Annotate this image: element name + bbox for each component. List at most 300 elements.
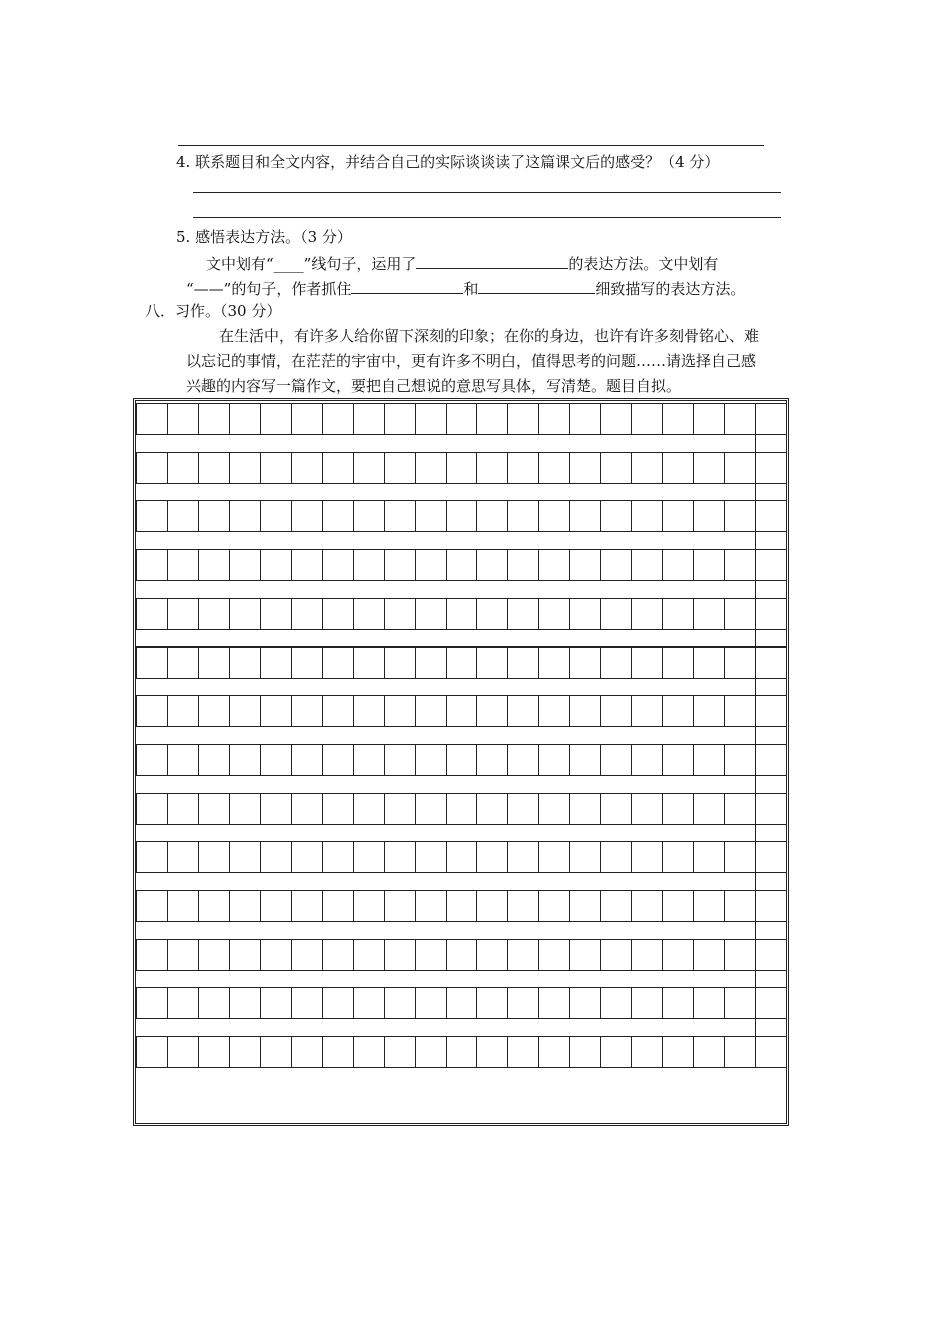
grid-cell[interactable] [322, 793, 354, 825]
grid-cell[interactable] [446, 987, 478, 1019]
grid-cell[interactable] [693, 403, 725, 435]
grid-cell[interactable] [538, 403, 570, 435]
grid-cell[interactable] [507, 890, 539, 922]
grid-cell[interactable] [476, 1036, 508, 1068]
grid-cell[interactable] [569, 500, 601, 532]
grid-cell[interactable] [476, 744, 508, 776]
grid-cell[interactable] [353, 841, 385, 873]
grid-cell[interactable] [322, 647, 354, 679]
grid-cell[interactable] [476, 793, 508, 825]
grid-cell[interactable] [415, 647, 447, 679]
grid-cell[interactable] [724, 841, 756, 873]
grid-cell[interactable] [260, 403, 292, 435]
grid-cell[interactable] [631, 987, 663, 1019]
grid-cell[interactable] [476, 647, 508, 679]
grid-cell[interactable] [476, 598, 508, 630]
grid-cell[interactable] [446, 500, 478, 532]
grid-cell[interactable] [600, 500, 632, 532]
grid-cell[interactable] [724, 890, 756, 922]
grid-cell[interactable] [322, 452, 354, 484]
grid-cell[interactable] [569, 549, 601, 581]
grid-cell[interactable] [476, 500, 508, 532]
grid-cell[interactable] [229, 1036, 261, 1068]
grid-cell[interactable] [136, 695, 168, 727]
grid-cell[interactable] [507, 987, 539, 1019]
grid-cell[interactable] [662, 1036, 694, 1068]
grid-cell[interactable] [476, 403, 508, 435]
grid-cell[interactable] [415, 452, 447, 484]
grid-cell[interactable] [198, 549, 230, 581]
grid-cell[interactable] [167, 598, 199, 630]
grid-cell[interactable] [631, 403, 663, 435]
grid-cell[interactable] [198, 841, 230, 873]
grid-cell[interactable] [693, 500, 725, 532]
grid-cell[interactable] [446, 452, 478, 484]
grid-cell[interactable] [384, 695, 416, 727]
grid-cell[interactable] [415, 549, 447, 581]
grid-cell[interactable] [662, 890, 694, 922]
grid-cell[interactable] [631, 647, 663, 679]
grid-cell[interactable] [600, 744, 632, 776]
grid-cell[interactable] [384, 647, 416, 679]
grid-cell[interactable] [662, 744, 694, 776]
grid-cell[interactable] [538, 695, 570, 727]
grid-cell[interactable] [322, 890, 354, 922]
grid-cell[interactable] [600, 1036, 632, 1068]
grid-cell[interactable] [136, 793, 168, 825]
grid-cell[interactable] [600, 403, 632, 435]
grid-cell[interactable] [198, 403, 230, 435]
grid-cell[interactable] [631, 1036, 663, 1068]
grid-cell[interactable] [755, 890, 787, 922]
grid-cell[interactable] [755, 403, 787, 435]
grid-cell[interactable] [476, 987, 508, 1019]
grid-cell[interactable] [167, 695, 199, 727]
grid-cell[interactable] [415, 793, 447, 825]
grid-cell[interactable] [198, 744, 230, 776]
grid-cell[interactable] [507, 1036, 539, 1068]
grid-cell[interactable] [291, 403, 323, 435]
grid-cell[interactable] [384, 500, 416, 532]
grid-cell[interactable] [600, 987, 632, 1019]
grid-cell[interactable] [446, 939, 478, 971]
grid-cell[interactable] [755, 598, 787, 630]
grid-cell[interactable] [693, 744, 725, 776]
grid-cell[interactable] [260, 647, 292, 679]
grid-cell[interactable] [167, 452, 199, 484]
grid-cell[interactable] [229, 452, 261, 484]
grid-cell[interactable] [600, 549, 632, 581]
grid-cell[interactable] [631, 695, 663, 727]
grid-cell[interactable] [631, 793, 663, 825]
grid-cell[interactable] [538, 987, 570, 1019]
grid-cell[interactable] [167, 744, 199, 776]
grid-cell[interactable] [384, 793, 416, 825]
grid-cell[interactable] [291, 939, 323, 971]
grid-cell[interactable] [755, 939, 787, 971]
grid-cell[interactable] [724, 403, 756, 435]
grid-cell[interactable] [291, 841, 323, 873]
grid-cell[interactable] [693, 549, 725, 581]
grid-cell[interactable] [755, 500, 787, 532]
grid-cell[interactable] [724, 500, 756, 532]
grid-cell[interactable] [260, 939, 292, 971]
grid-cell[interactable] [631, 500, 663, 532]
grid-cell[interactable] [662, 647, 694, 679]
grid-cell[interactable] [229, 500, 261, 532]
grid-cell[interactable] [446, 549, 478, 581]
grid-cell[interactable] [724, 549, 756, 581]
grid-cell[interactable] [136, 549, 168, 581]
grid-cell[interactable] [322, 403, 354, 435]
grid-cell[interactable] [569, 598, 601, 630]
grid-cell[interactable] [260, 890, 292, 922]
grid-cell[interactable] [631, 452, 663, 484]
grid-cell[interactable] [229, 939, 261, 971]
grid-cell[interactable] [724, 1036, 756, 1068]
grid-cell[interactable] [322, 744, 354, 776]
grid-cell[interactable] [384, 744, 416, 776]
grid-cell[interactable] [538, 452, 570, 484]
grid-cell[interactable] [631, 598, 663, 630]
grid-cell[interactable] [167, 549, 199, 581]
grid-cell[interactable] [291, 987, 323, 1019]
grid-cell[interactable] [507, 452, 539, 484]
grid-cell[interactable] [136, 1036, 168, 1068]
grid-cell[interactable] [322, 500, 354, 532]
grid-cell[interactable] [260, 695, 292, 727]
grid-cell[interactable] [446, 744, 478, 776]
grid-cell[interactable] [693, 841, 725, 873]
grid-cell[interactable] [662, 695, 694, 727]
grid-cell[interactable] [353, 549, 385, 581]
grid-cell[interactable] [569, 939, 601, 971]
grid-cell[interactable] [198, 1036, 230, 1068]
grid-cell[interactable] [384, 987, 416, 1019]
grid-cell[interactable] [476, 939, 508, 971]
grid-cell[interactable] [569, 793, 601, 825]
grid-cell[interactable] [507, 793, 539, 825]
grid-cell[interactable] [384, 841, 416, 873]
grid-cell[interactable] [693, 890, 725, 922]
grid-cell[interactable] [229, 890, 261, 922]
grid-cell[interactable] [600, 647, 632, 679]
grid-cell[interactable] [229, 549, 261, 581]
grid-cell[interactable] [538, 549, 570, 581]
grid-cell[interactable] [538, 1036, 570, 1068]
grid-cell[interactable] [229, 403, 261, 435]
grid-cell[interactable] [415, 744, 447, 776]
grid-cell[interactable] [476, 890, 508, 922]
grid-cell[interactable] [136, 939, 168, 971]
grid-cell[interactable] [198, 647, 230, 679]
grid-cell[interactable] [538, 744, 570, 776]
grid-cell[interactable] [662, 403, 694, 435]
grid-cell[interactable] [569, 647, 601, 679]
q5-blank-focus-2[interactable] [478, 277, 595, 294]
grid-cell[interactable] [631, 841, 663, 873]
grid-cell[interactable] [229, 598, 261, 630]
grid-cell[interactable] [353, 500, 385, 532]
grid-cell[interactable] [693, 647, 725, 679]
grid-cell[interactable] [446, 403, 478, 435]
grid-cell[interactable] [446, 1036, 478, 1068]
grid-cell[interactable] [260, 793, 292, 825]
grid-cell[interactable] [507, 549, 539, 581]
grid-cell[interactable] [538, 939, 570, 971]
grid-cell[interactable] [569, 403, 601, 435]
grid-cell[interactable] [198, 987, 230, 1019]
grid-cell[interactable] [600, 793, 632, 825]
grid-cell[interactable] [260, 598, 292, 630]
grid-cell[interactable] [569, 841, 601, 873]
grid-cell[interactable] [631, 890, 663, 922]
grid-cell[interactable] [384, 452, 416, 484]
grid-cell[interactable] [507, 500, 539, 532]
grid-cell[interactable] [384, 890, 416, 922]
grid-cell[interactable] [415, 500, 447, 532]
grid-cell[interactable] [507, 744, 539, 776]
grid-cell[interactable] [507, 598, 539, 630]
grid-cell[interactable] [198, 500, 230, 532]
grid-cell[interactable] [755, 793, 787, 825]
grid-cell[interactable] [322, 1036, 354, 1068]
grid-cell[interactable] [353, 695, 385, 727]
grid-cell[interactable] [724, 987, 756, 1019]
grid-cell[interactable] [693, 793, 725, 825]
grid-cell[interactable] [167, 793, 199, 825]
grid-cell[interactable] [538, 500, 570, 532]
grid-cell[interactable] [724, 793, 756, 825]
grid-cell[interactable] [755, 841, 787, 873]
grid-cell[interactable] [291, 890, 323, 922]
grid-cell[interactable] [446, 793, 478, 825]
grid-cell[interactable] [415, 695, 447, 727]
grid-cell[interactable] [755, 695, 787, 727]
grid-cell[interactable] [693, 598, 725, 630]
grid-cell[interactable] [136, 500, 168, 532]
grid-cell[interactable] [353, 987, 385, 1019]
grid-cell[interactable] [476, 841, 508, 873]
grid-cell[interactable] [198, 793, 230, 825]
grid-cell[interactable] [198, 695, 230, 727]
grid-cell[interactable] [446, 647, 478, 679]
grid-cell[interactable] [724, 744, 756, 776]
grid-cell[interactable] [631, 939, 663, 971]
grid-cell[interactable] [260, 452, 292, 484]
grid-cell[interactable] [662, 598, 694, 630]
q5-blank-focus-1[interactable] [351, 277, 463, 294]
grid-cell[interactable] [384, 598, 416, 630]
grid-cell[interactable] [446, 695, 478, 727]
grid-cell[interactable] [384, 1036, 416, 1068]
grid-cell[interactable] [693, 939, 725, 971]
grid-cell[interactable] [538, 793, 570, 825]
grid-cell[interactable] [136, 598, 168, 630]
grid-cell[interactable] [600, 452, 632, 484]
grid-cell[interactable] [260, 841, 292, 873]
grid-cell[interactable] [755, 647, 787, 679]
grid-cell[interactable] [322, 841, 354, 873]
grid-cell[interactable] [538, 647, 570, 679]
grid-cell[interactable] [291, 452, 323, 484]
grid-cell[interactable] [260, 987, 292, 1019]
grid-cell[interactable] [415, 890, 447, 922]
grid-cell[interactable] [507, 695, 539, 727]
grid-cell[interactable] [260, 549, 292, 581]
grid-cell[interactable] [724, 939, 756, 971]
grid-cell[interactable] [136, 987, 168, 1019]
grid-cell[interactable] [662, 939, 694, 971]
grid-cell[interactable] [291, 695, 323, 727]
grid-cell[interactable] [384, 939, 416, 971]
grid-cell[interactable] [198, 598, 230, 630]
grid-cell[interactable] [538, 890, 570, 922]
grid-cell[interactable] [291, 598, 323, 630]
answer-line-prev[interactable] [178, 145, 764, 146]
grid-cell[interactable] [415, 1036, 447, 1068]
grid-cell[interactable] [755, 452, 787, 484]
grid-cell[interactable] [291, 1036, 323, 1068]
grid-cell[interactable] [322, 695, 354, 727]
grid-cell[interactable] [415, 598, 447, 630]
grid-cell[interactable] [415, 987, 447, 1019]
q5-blank-method[interactable] [416, 252, 568, 269]
answer-line-q4-1[interactable] [193, 192, 781, 193]
grid-cell[interactable] [724, 598, 756, 630]
grid-cell[interactable] [415, 403, 447, 435]
grid-cell[interactable] [538, 598, 570, 630]
grid-cell[interactable] [724, 647, 756, 679]
grid-cell[interactable] [136, 403, 168, 435]
grid-cell[interactable] [446, 598, 478, 630]
grid-cell[interactable] [600, 695, 632, 727]
grid-cell[interactable] [446, 890, 478, 922]
grid-cell[interactable] [353, 744, 385, 776]
grid-cell[interactable] [353, 793, 385, 825]
grid-cell[interactable] [693, 1036, 725, 1068]
grid-cell[interactable] [260, 1036, 292, 1068]
grid-cell[interactable] [136, 452, 168, 484]
grid-cell[interactable] [291, 549, 323, 581]
grid-cell[interactable] [167, 500, 199, 532]
grid-cell[interactable] [569, 744, 601, 776]
grid-cell[interactable] [167, 647, 199, 679]
answer-line-q4-2[interactable] [193, 217, 781, 218]
grid-cell[interactable] [322, 598, 354, 630]
grid-cell[interactable] [167, 987, 199, 1019]
grid-cell[interactable] [322, 549, 354, 581]
grid-cell[interactable] [136, 890, 168, 922]
grid-cell[interactable] [353, 403, 385, 435]
grid-cell[interactable] [476, 452, 508, 484]
grid-cell[interactable] [662, 452, 694, 484]
grid-cell[interactable] [662, 793, 694, 825]
grid-cell[interactable] [322, 939, 354, 971]
grid-cell[interactable] [353, 598, 385, 630]
grid-cell[interactable] [229, 793, 261, 825]
grid-cell[interactable] [167, 403, 199, 435]
grid-cell[interactable] [507, 841, 539, 873]
grid-cell[interactable] [755, 744, 787, 776]
grid-cell[interactable] [662, 841, 694, 873]
grid-cell[interactable] [569, 890, 601, 922]
grid-cell[interactable] [662, 987, 694, 1019]
grid-cell[interactable] [167, 841, 199, 873]
grid-cell[interactable] [693, 452, 725, 484]
grid-cell[interactable] [507, 939, 539, 971]
grid-cell[interactable] [569, 452, 601, 484]
grid-cell[interactable] [507, 647, 539, 679]
grid-cell[interactable] [198, 939, 230, 971]
grid-cell[interactable] [167, 1036, 199, 1068]
grid-cell[interactable] [693, 695, 725, 727]
grid-cell[interactable] [569, 987, 601, 1019]
grid-cell[interactable] [229, 987, 261, 1019]
grid-cell[interactable] [353, 939, 385, 971]
grid-cell[interactable] [600, 598, 632, 630]
grid-cell[interactable] [662, 500, 694, 532]
grid-cell[interactable] [260, 500, 292, 532]
grid-cell[interactable] [353, 890, 385, 922]
grid-cell[interactable] [167, 890, 199, 922]
grid-cell[interactable] [476, 549, 508, 581]
grid-cell[interactable] [600, 841, 632, 873]
grid-cell[interactable] [291, 647, 323, 679]
grid-cell[interactable] [229, 695, 261, 727]
grid-cell[interactable] [136, 647, 168, 679]
grid-cell[interactable] [291, 500, 323, 532]
grid-cell[interactable] [507, 403, 539, 435]
grid-cell[interactable] [662, 549, 694, 581]
grid-cell[interactable] [538, 841, 570, 873]
grid-cell[interactable] [260, 744, 292, 776]
grid-cell[interactable] [600, 890, 632, 922]
grid-cell[interactable] [569, 1036, 601, 1068]
grid-cell[interactable] [136, 841, 168, 873]
grid-cell[interactable] [384, 403, 416, 435]
grid-cell[interactable] [631, 744, 663, 776]
grid-cell[interactable] [291, 744, 323, 776]
grid-cell[interactable] [755, 1036, 787, 1068]
grid-cell[interactable] [291, 793, 323, 825]
grid-cell[interactable] [446, 841, 478, 873]
grid-cell[interactable] [569, 695, 601, 727]
grid-cell[interactable] [167, 939, 199, 971]
grid-cell[interactable] [415, 939, 447, 971]
grid-cell[interactable] [198, 890, 230, 922]
grid-cell[interactable] [724, 695, 756, 727]
grid-cell[interactable] [136, 744, 168, 776]
grid-cell[interactable] [724, 452, 756, 484]
grid-cell[interactable] [476, 695, 508, 727]
grid-cell[interactable] [229, 647, 261, 679]
grid-cell[interactable] [755, 549, 787, 581]
grid-cell[interactable] [415, 841, 447, 873]
grid-cell[interactable] [631, 549, 663, 581]
grid-cell[interactable] [353, 1036, 385, 1068]
grid-cell[interactable] [229, 841, 261, 873]
grid-cell[interactable] [198, 452, 230, 484]
grid-cell[interactable] [693, 987, 725, 1019]
grid-cell[interactable] [353, 452, 385, 484]
grid-cell[interactable] [229, 744, 261, 776]
grid-cell[interactable] [384, 549, 416, 581]
grid-cell[interactable] [600, 939, 632, 971]
grid-cell[interactable] [322, 987, 354, 1019]
grid-cell[interactable] [353, 647, 385, 679]
grid-cell[interactable] [755, 987, 787, 1019]
